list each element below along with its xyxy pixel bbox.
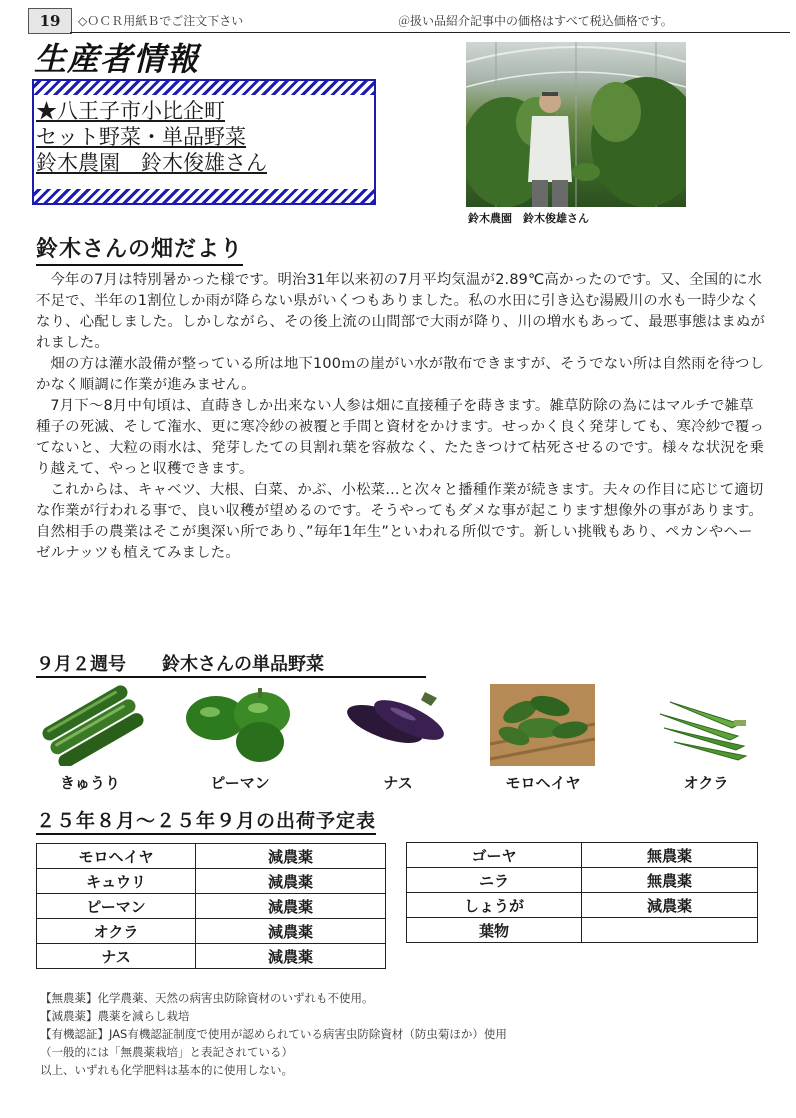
producer-location: ★八王子市小比企町 [36, 99, 225, 123]
vegetable-name: しょうが [407, 893, 582, 918]
legend-line: 以上、いずれも化学肥料は基本的に使用しない。 [40, 1063, 293, 1077]
schedule-title: ２５年８月～２５年９月の出荷予定表 [36, 806, 376, 835]
issue-label: ９月２週号 [36, 654, 126, 675]
article-paragraph: 7月下～8月中旬頃は、直蒔きしか出来ない人参は畑に直接種子を蒔きます。雑草防除の為にはマルチで雑草種子の死滅、そして潅水、更に寒冷紗の被覆と手間と資材をかけます。せっかく良く発芽しても、寒冷紗で覆ってないと、大粒の雨水は、発芽したての貝割れ葉を容赦なく、たたきつけて枯死させるのです。様々な状況を乗り越えて、やっと収穫できます。 [36, 398, 765, 477]
eggplant-image [345, 684, 450, 766]
produce-label: きゅうり [59, 774, 120, 792]
table-row [37, 919, 386, 944]
produce-label: オクラ [683, 774, 729, 792]
produce-title-label: 鈴木さんの単品野菜 [162, 654, 324, 675]
article-paragraph: これからは、キャベツ、大根、白菜、かぶ、小松菜…と次々と播種作業が続きます。夫々の作目に応じて適切な作業が行われる事で、良い収穫が望めるのです。そうやってもダメな事が起こります想像外の事があります。自然相手の農業はそこが奥深い所であり、”毎年1年生”といわれる所似です。新しい挑戦もあり、ペカンやヘーゼルナッツも植えてみました。 [36, 482, 764, 561]
table-row [407, 893, 758, 918]
table-row [37, 894, 386, 919]
pesticide-status: 無農薬 [582, 868, 758, 893]
green-pepper-image [180, 684, 298, 766]
hatch-band-bottom [34, 189, 374, 203]
produce-label: ピーマン [210, 774, 270, 792]
vegetable-name: キュウリ [37, 869, 196, 894]
article-paragraph: 今年の7月は特別暑かった様です。明治31年以来初の7月平均気温が2.89℃高かったのです。又、全国的に水不足で、半年の1割位しか雨が降らない県がいくつもありました。私の水田に引き込む湯殿川の水も一時少なくなり、心配しました。しかしながら、その後上流の山間部で大雨が降り、川の増水もあって、最悪事態はまぬがれました。 [36, 272, 766, 351]
article-title: 鈴木さんの畑だより [36, 232, 243, 266]
order-note: ◇ＯＣＲ用紙Ｂでご注文下さい [78, 14, 244, 28]
producer-products: セット野菜・単品野菜 [36, 125, 246, 149]
pesticide-status: 減農薬 [196, 869, 386, 894]
greenhouse-illustration [466, 42, 686, 207]
table-row [407, 843, 758, 868]
pesticide-status: 減農薬 [196, 944, 386, 969]
vegetable-name: 葉物 [407, 918, 582, 943]
produce-label: モロヘイヤ [505, 774, 581, 792]
table-row [37, 869, 386, 894]
produce-label: ナス [383, 774, 413, 792]
pesticide-status [582, 918, 758, 943]
pesticide-status: 減農薬 [196, 844, 386, 869]
produce-section-title [36, 650, 426, 678]
vegetable-name: ゴーヤ [407, 843, 582, 868]
article-body [36, 270, 766, 564]
okra-image [650, 684, 755, 766]
schedule-table-left [36, 843, 386, 969]
legend-line: （一般的には「無農薬栽培」と表記されている） [40, 1045, 293, 1059]
section-title: 生産者情報 [34, 40, 200, 78]
vegetable-name: ナス [37, 944, 196, 969]
producer-name: 鈴木農園 鈴木俊雄さん [36, 151, 267, 175]
legend [40, 989, 507, 1079]
legend-line: 【無農薬】化学農薬、天然の病害虫防除資材のいずれも不使用。 [40, 991, 374, 1005]
table-row [407, 868, 758, 893]
moroheiya-image [490, 684, 595, 766]
header-divider [70, 32, 790, 33]
cucumber-image [40, 684, 145, 766]
photo-caption: 鈴木農園 鈴木俊雄さん [468, 212, 589, 225]
producer-box [32, 79, 376, 205]
pesticide-status: 減農薬 [196, 919, 386, 944]
hatch-band-top [34, 81, 374, 95]
article-paragraph: 畑の方は灌水設備が整っている所は地下100ｍの崖がい水が散布できますが、そうでない所は自然雨を待つしかなく順調に作業が進みません。 [36, 356, 765, 393]
vegetable-name: ピーマン [37, 894, 196, 919]
pesticide-status: 無農薬 [582, 843, 758, 868]
schedule-table-right [406, 842, 758, 943]
pesticide-status: 減農薬 [582, 893, 758, 918]
tax-note: ＠扱い品紹介記事中の価格はすべて税込価格です。 [398, 14, 673, 28]
farmer-photo [466, 42, 686, 207]
page-number: 19 [28, 8, 72, 34]
vegetable-name: モロヘイヤ [37, 844, 196, 869]
pesticide-status: 減農薬 [196, 894, 386, 919]
vegetable-name: オクラ [37, 919, 196, 944]
legend-line: 【有機認証】JAS有機認証制度で使用が認められている病害虫防除資材（防虫菊ほか）使用 [40, 1027, 507, 1041]
vegetable-name: ニラ [407, 868, 582, 893]
legend-line: 【減農薬】農薬を減らし栽培 [40, 1009, 190, 1023]
table-row [37, 944, 386, 969]
table-row [37, 844, 386, 869]
table-row [407, 918, 758, 943]
